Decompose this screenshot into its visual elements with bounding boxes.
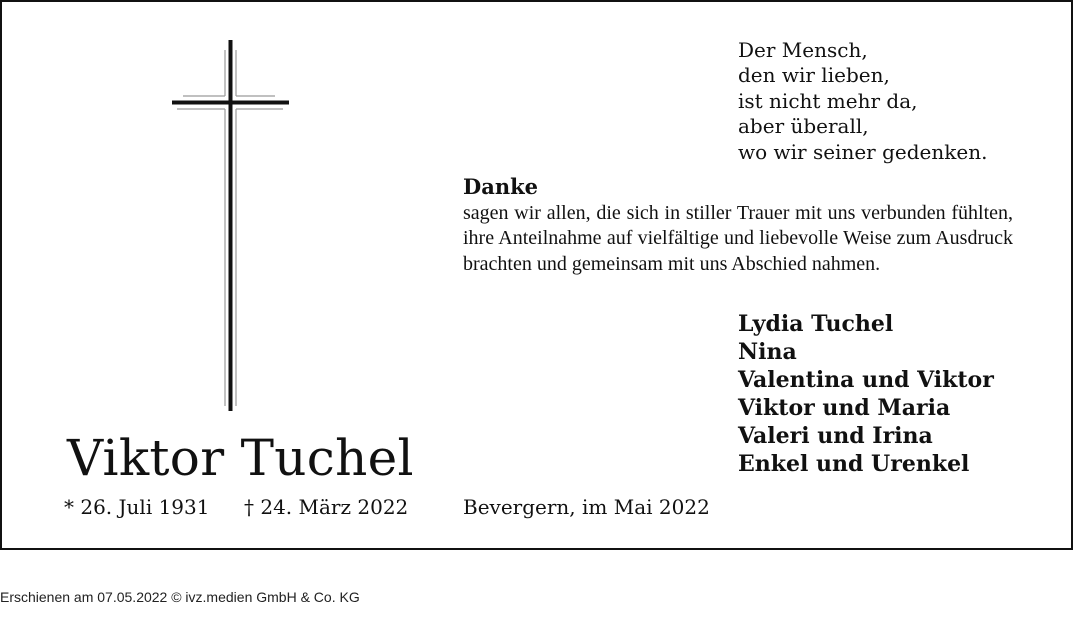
signers-list: [738, 310, 994, 478]
cross-icon: [167, 38, 297, 418]
thanks-text: sagen wir allen, die sich in stiller Trauer mit uns verbunden fühlten, ihre Anteilnahme auf vielfältige und liebevolle Weise zum Ausdruck brachten und gemeinsam mit uns Abschied nahmen.: [463, 202, 1013, 275]
poem-line: Der Mensch,: [738, 38, 868, 62]
signer-name: Valentina und Viktor: [738, 367, 994, 393]
deceased-name: Viktor Tuchel: [67, 429, 414, 487]
death-date: † 24. März 2022: [244, 495, 409, 519]
poem: [738, 38, 987, 165]
poem-line: ist nicht mehr da,: [738, 88, 918, 113]
poem-line: aber überall,: [738, 114, 869, 139]
poem-line: wo wir seiner gedenken.: [738, 139, 988, 164]
signer-name: Viktor und Maria: [738, 395, 951, 421]
poem-line: den wir lieben,: [738, 63, 890, 88]
thanks-heading: Danke: [463, 174, 538, 199]
publication-footer: Erschienen am 07.05.2022 © ivz.medien GmbH & Co. KG: [0, 589, 360, 605]
place-date: Bevergern, im Mai 2022: [463, 495, 710, 519]
signer-name: Nina: [738, 339, 797, 365]
birth-date: * 26. Juli 1931: [64, 495, 210, 519]
signer-name: Lydia Tuchel: [738, 311, 894, 337]
signer-name: Enkel und Urenkel: [738, 451, 970, 477]
signer-name: Valeri und Irina: [738, 423, 933, 449]
